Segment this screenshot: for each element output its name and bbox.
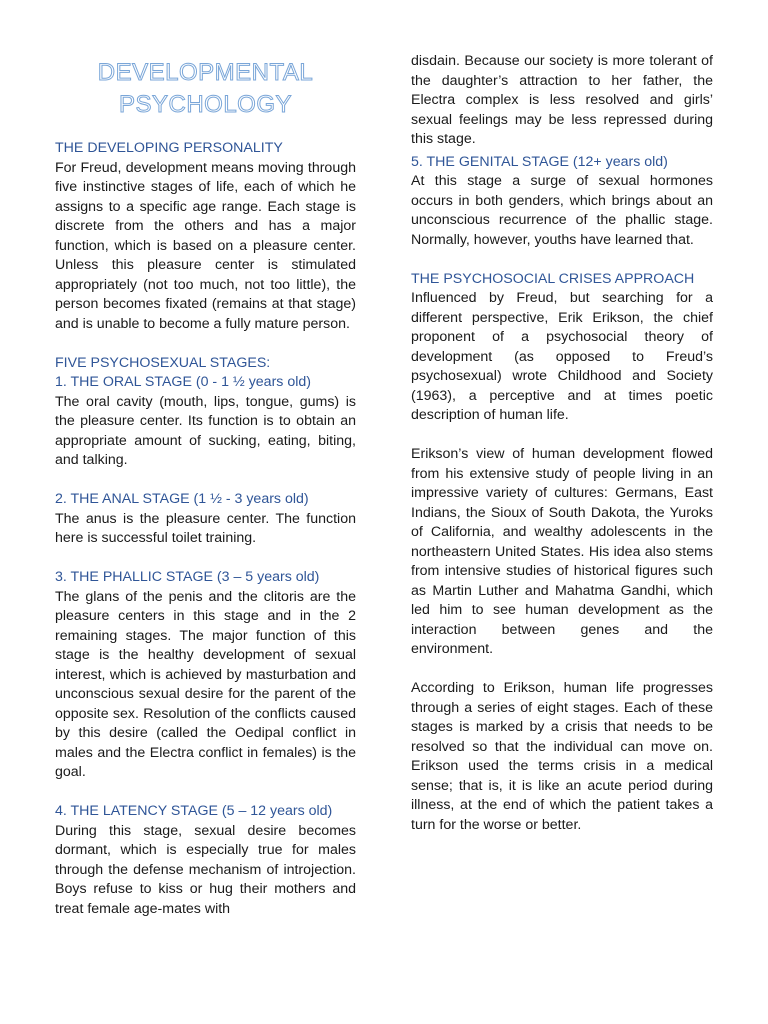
paragraph-erikson-view: Erikson’s view of human development flowed from his extensive study of people living in an impressive variety of cultures: Germans, East Indians, the Sioux of South Dakota, the Yuroks of California, and wealthy adolescents in the northeastern United States. His idea also stems from intensive studies of historical figures such as Martin Luther and Mahatma Gandhi, which led him to see human development as the interaction between genes and the environment. xyxy=(411,446,713,657)
heading-anal-stage: 2. THE ANAL STAGE (1 ½ - 3 years old) xyxy=(55,491,309,507)
heading-psychosocial-approach: THE PSYCHOSOCIAL CRISES APPROACH xyxy=(411,270,695,287)
paragraph-erikson-intro: Influenced by Freud, but searching for a different perspective, Erik Erikson, the chief proponent of a psychosocial theory of development (as opposed to Freud’s psychosexual) wrote Childhood and Society (1963), a perceptive and at times poetic description of human life. xyxy=(411,290,713,423)
title-line-1: DEVELOPMENTAL xyxy=(97,59,314,86)
heading-developing-personality: THE DEVELOPING PERSONALITY xyxy=(55,140,283,156)
paragraph-erikson-stages: According to Erikson, human life progresses through a series of eight stages. Each of these stages is marked by a crisis that needs to be resolved so that the individual can move on. Erikson used the terms crisis in a medical sense; that is, it is like an acute period during illness, at the end of which the patient takes a turn for the worse or better. xyxy=(411,680,713,833)
right-column xyxy=(411,52,713,835)
paragraph-anal-stage: The anus is the pleasure center. The function here is successful toilet training. xyxy=(55,510,356,546)
paragraph-latency-continued: disdain. Because our society is more tolerant of the daughter’s attraction to her father, the Electra complex is less resolved and girls’ sexual feelings may be less repressed during this stage. xyxy=(411,53,713,147)
heading-oral-stage: 1. THE ORAL STAGE (0 - 1 ½ years old) xyxy=(55,374,311,390)
page-title xyxy=(55,57,356,121)
paragraph-phallic-stage: The glans of the penis and the clitoris are the pleasure centers in this stage and in the 2 remaining stages. The major function of this stage is the healthy development of sexual interest, which is achieved by masturbation and unconscious sexual desire for the parent of the opposite sex. Resolution of the conflicts caused by this desire (called the Oedipal conflict in males and the Electra conflict in females) is the goal. xyxy=(55,588,356,780)
left-column xyxy=(55,0,356,919)
paragraph-latency-stage: During this stage, sexual desire becomes dormant, which is especially true for males through the defense mechanism of introjection. Boys refuse to kiss or hug their mothers and treat female age-mates with xyxy=(55,822,356,917)
heading-latency-stage: 4. THE LATENCY STAGE (5 – 12 years old) xyxy=(55,803,333,819)
heading-phallic-stage: 3. THE PHALLIC STAGE (3 – 5 years old) xyxy=(55,569,320,585)
paragraph-oral-stage: The oral cavity (mouth, lips, tongue, gums) is the pleasure center. Its function is to obtain an appropriate amount of sucking, eating, biting, and talking. xyxy=(55,393,356,468)
paragraph-developing-personality: For Freud, development means moving through five instinctive stages of life, each of which he assigns to a specific age range. Each stage is discrete from the others and has a major function, which is based on a pleasure center. Unless this pleasure center is stimulated appropriately (not too much, not too little), the person becomes fixated (remains at that stage) and is unable to become a fully mature person. xyxy=(55,159,356,332)
heading-genital-stage: 5. THE GENITAL STAGE (12+ years old) xyxy=(411,153,668,170)
title-line-2: PSYCHOLOGY xyxy=(118,91,293,118)
heading-five-stages: FIVE PSYCHOSEXUAL STAGES: xyxy=(55,354,271,371)
paragraph-genital-stage: At this stage a surge of sexual hormones occurs in both genders, which brings about an unconscious recurrence of the phallic stage. Normally, however, youths have learned that. xyxy=(411,173,713,248)
